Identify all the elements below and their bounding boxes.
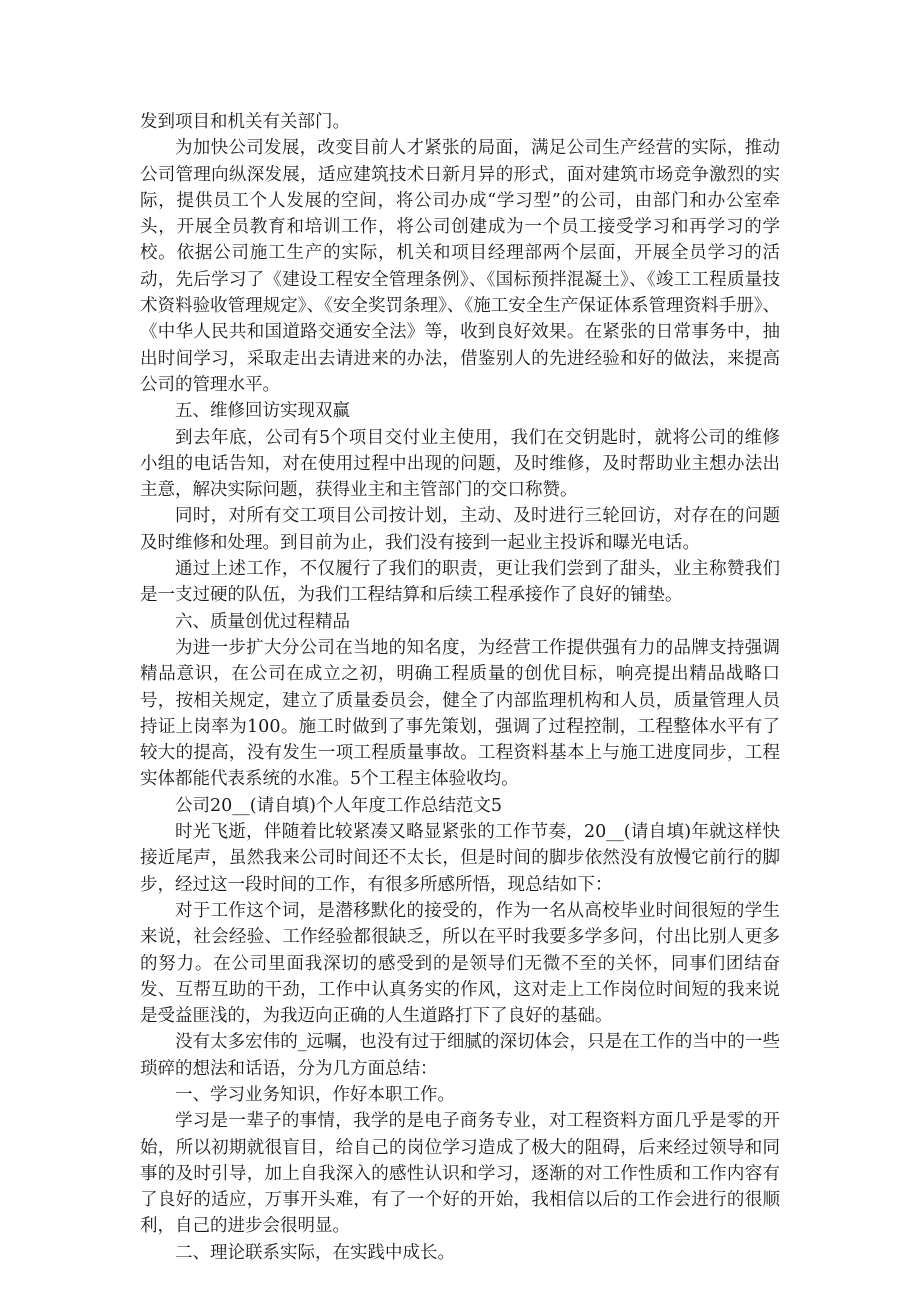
paragraph: 同时，对所有交工项目公司按计划，主动、及时进行三轮回访，对存在的问题及时维修和处理。到目前为止，我们没有接到一起业主投诉和曝光电话。 [140,506,780,553]
paragraph: 发到项目和机关有关部门。 [140,112,350,132]
section-heading: 五、维修回访实现双赢 [175,401,350,422]
paragraph: 学习是一辈子的事情，我学的是电子商务专业，对工程资料方面几乎是零的开始，所以初期就很盲目，给自己的岗位学习造成了极大的阻碍，后来经过领导和同事的及时引导，加上自我深入的感性认识和学习，逐渐的对工作性质和工作内容有了良好的适应，万事开头难，有了一个好的开始，我相信以后的工作会进行的很顺利，自己的进步会很明显。 [140,1111,780,1237]
document-body [140,109,780,1266]
article-title: 公司20__(请自填)个人年度工作总结范文5 [175,795,503,816]
section-heading: 二、理论联系实际，在实践中成长。 [175,1242,455,1263]
section-heading: 六、质量创优过程精品 [175,611,350,632]
paragraph: 到去年底，公司有5个项目交付业主使用，我们在交钥匙时，就将公司的维修小组的电话告知，对在使用过程中出现的问题，及时维修，及时帮助业主想办法出主意，解决实际问题，获得业主和主管部门的交口称赞。 [140,427,780,501]
paragraph: 为加快公司发展，改变目前人才紧张的局面，满足公司生产经营的实际，推动公司管理向纵深发展，适应建筑技术日新月异的形式，面对建筑市场竞争激烈的实际，提供员工个人发展的空间，将公司办成“学习型”的公司，由部门和办公室牵头，开展全员教育和培训工作，将公司创建成为一个员工接受学习和再学习的学校。依据公司施工生产的实际，机关和项目经理部两个层面，开展全员学习的活动，先后学习了《建设工程安全管理条例》、《国标预拌混凝土》、《竣工工程质量技术资料验收管理规定》、《安全奖罚条理》、《施工安全生产保证体系管理资料手册》、《中华人民共和国道路交通安全法》等，收到良好效果。在紧张的日常事务中，抽出时间学习，采取走出去请进来的办法，借鉴别人的先进经验和好的做法，来提高公司的管理水平。 [140,138,780,395]
paragraph: 时光飞逝，伴随着比较紧凑又略显紧张的工作节奏，20__(请自填)年就这样快接近尾声，虽然我来公司时间还不太长，但是时间的脚步依然没有放慢它前行的脚步，经过这一段时间的工作，有很多所感所悟，现总结如下： [140,822,780,895]
section-heading: 一、学习业务知识，作好本职工作。 [175,1084,455,1105]
paragraph: 为进一步扩大分公司在当地的知名度，为经营工作提供强有力的品牌支持强调精品意识，在公司在成立之初，明确工程质量的创优目标，响亮提出精品战略口号，按相关规定，建立了质量委员会，健全了内部监理机构和人员，质量管理人员持证上岗率为100。施工时做到了事先策划，强调了过程控制，工程整体水平有了较大的提高，没有发生一项工程质量事故。工程资料基本上与施工进度同步，工程实体都能代表系统的水准。5个工程主体验收均。 [140,637,780,790]
paragraph: 对于工作这个词，是潜移默化的接受的，作为一名从高校毕业时间很短的学生来说，社会经验、工作经验都很缺乏，所以在平时我要多学多问，付出比别人更多的努力。在公司里面我深切的感受到的是领导们无微不至的关怀，同事们团结奋发、互帮互助的干劲，工作中认真务实的作风，这对走上工作岗位时间短的我来说是受益匪浅的，为我迈向正确的人生道路打下了良好的基础。 [140,900,780,1027]
paragraph: 没有太多宏伟的_远嘱，也没有过于细腻的深切体会，只是在工作的当中的一些琐碎的想法和话语，分为几方面总结： [140,1032,780,1079]
paragraph: 通过上述工作，不仅履行了我们的职责，更让我们尝到了甜头，业主称赞我们是一支过硬的队伍，为我们工程结算和后续工程承接作了良好的铺垫。 [140,559,780,606]
